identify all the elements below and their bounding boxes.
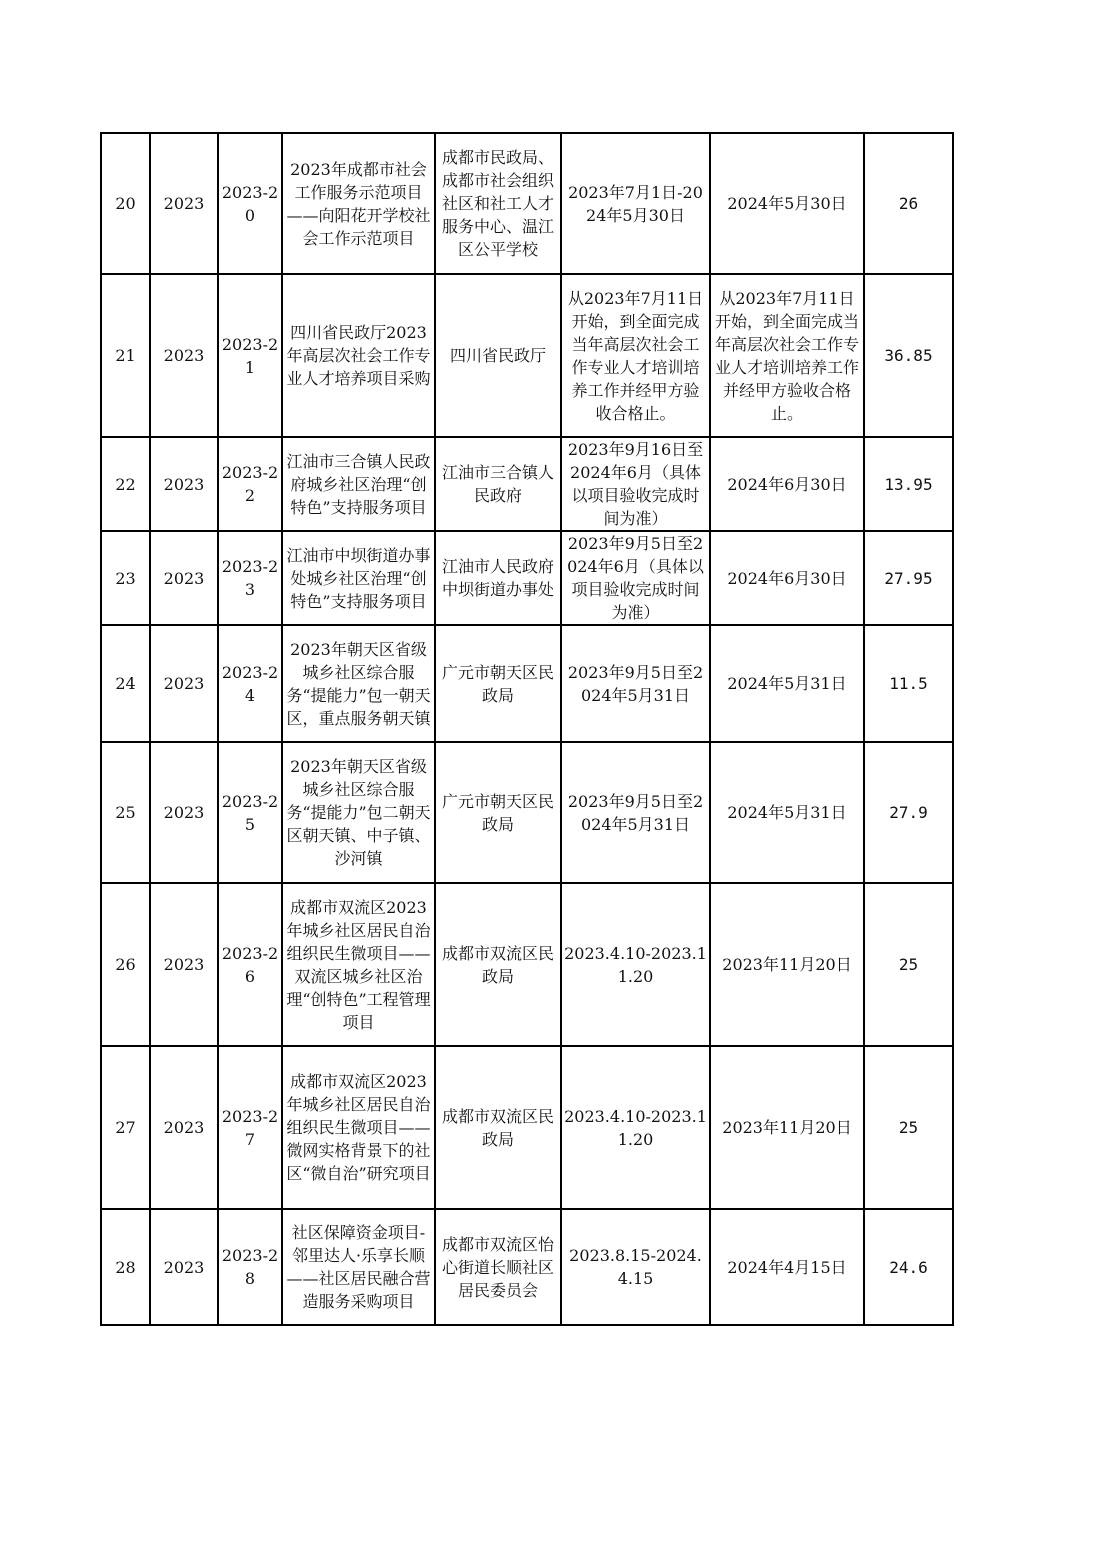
code-cell: 2023-21 xyxy=(218,274,282,437)
amount-cell: 27.95 xyxy=(864,531,953,625)
seq-cell: 28 xyxy=(101,1209,150,1325)
amount-cell: 24.6 xyxy=(864,1209,953,1325)
period-cell: 2023年9月16日至2024年6月（具体以项目验收完成时间为准） xyxy=(561,437,710,531)
client-cell: 江油市三合镇人民政府 xyxy=(435,437,561,531)
table-row xyxy=(101,133,953,274)
year-cell: 2023 xyxy=(150,883,218,1046)
code-cell: 2023-23 xyxy=(218,531,282,625)
end-date-cell: 2024年6月30日 xyxy=(710,531,864,625)
year-cell: 2023 xyxy=(150,625,218,742)
period-cell: 2023.8.15-2024.4.15 xyxy=(561,1209,710,1325)
seq-cell: 27 xyxy=(101,1046,150,1209)
table-row xyxy=(101,742,953,883)
period-cell: 2023年9月5日至2024年5月31日 xyxy=(561,742,710,883)
project-name-cell: 江油市三合镇人民政府城乡社区治理“创特色”支持服务项目 xyxy=(282,437,435,531)
end-date-cell: 2024年4月15日 xyxy=(710,1209,864,1325)
project-name-cell: 四川省民政厅2023年高层次社会工作专业人才培养项目采购 xyxy=(282,274,435,437)
amount-cell: 13.95 xyxy=(864,437,953,531)
code-cell: 2023-20 xyxy=(218,133,282,274)
amount-cell: 25 xyxy=(864,1046,953,1209)
seq-cell: 23 xyxy=(101,531,150,625)
end-date-cell: 2024年5月31日 xyxy=(710,625,864,742)
period-cell: 2023年9月5日至2024年6月（具体以项目验收完成时间为准） xyxy=(561,531,710,625)
seq-cell: 21 xyxy=(101,274,150,437)
amount-cell: 27.9 xyxy=(864,742,953,883)
code-cell: 2023-22 xyxy=(218,437,282,531)
code-cell: 2023-27 xyxy=(218,1046,282,1209)
end-date-cell: 2024年5月30日 xyxy=(710,133,864,274)
project-name-cell: 2023年朝天区省级城乡社区综合服务“提能力”包二朝天区朝天镇、中子镇、沙河镇 xyxy=(282,742,435,883)
seq-cell: 20 xyxy=(101,133,150,274)
period-cell: 2023年9月5日至2024年5月31日 xyxy=(561,625,710,742)
project-name-cell: 社区保障资金项目-邻里达人·乐享长顺——社区居民融合营造服务采购项目 xyxy=(282,1209,435,1325)
project-name-cell: 成都市双流区2023年城乡社区居民自治组织民生微项目——微网实格背景下的社区“微自治”研究项目 xyxy=(282,1046,435,1209)
end-date-cell: 从2023年7月11日开始，到全面完成当年高层次社会工作专业人才培训培养工作并经甲方验收合格止。 xyxy=(710,274,864,437)
year-cell: 2023 xyxy=(150,133,218,274)
amount-cell: 26 xyxy=(864,133,953,274)
seq-cell: 26 xyxy=(101,883,150,1046)
year-cell: 2023 xyxy=(150,531,218,625)
year-cell: 2023 xyxy=(150,742,218,883)
seq-cell: 22 xyxy=(101,437,150,531)
end-date-cell: 2024年6月30日 xyxy=(710,437,864,531)
project-name-cell: 2023年成都市社会工作服务示范项目——向阳花开学校社会工作示范项目 xyxy=(282,133,435,274)
table-row xyxy=(101,883,953,1046)
project-name-cell: 2023年朝天区省级城乡社区综合服务“提能力”包一朝天区，重点服务朝天镇 xyxy=(282,625,435,742)
client-cell: 成都市民政局、成都市社会组织社区和社工人才服务中心、温江区公平学校 xyxy=(435,133,561,274)
project-name-cell: 江油市中坝街道办事处城乡社区治理“创特色”支持服务项目 xyxy=(282,531,435,625)
table-row xyxy=(101,625,953,742)
period-cell: 2023.4.10-2023.11.20 xyxy=(561,1046,710,1209)
amount-cell: 11.5 xyxy=(864,625,953,742)
code-cell: 2023-24 xyxy=(218,625,282,742)
year-cell: 2023 xyxy=(150,437,218,531)
end-date-cell: 2024年5月31日 xyxy=(710,742,864,883)
code-cell: 2023-26 xyxy=(218,883,282,1046)
table-row xyxy=(101,1046,953,1209)
table-row xyxy=(101,274,953,437)
amount-cell: 36.85 xyxy=(864,274,953,437)
client-cell: 成都市双流区民政局 xyxy=(435,1046,561,1209)
end-date-cell: 2023年11月20日 xyxy=(710,883,864,1046)
year-cell: 2023 xyxy=(150,1046,218,1209)
amount-cell: 25 xyxy=(864,883,953,1046)
client-cell: 江油市人民政府中坝街道办事处 xyxy=(435,531,561,625)
period-cell: 2023.4.10-2023.11.20 xyxy=(561,883,710,1046)
table-row xyxy=(101,531,953,625)
period-cell: 从2023年7月11日开始，到全面完成当年高层次社会工作专业人才培训培养工作并经甲方验收合格止。 xyxy=(561,274,710,437)
year-cell: 2023 xyxy=(150,274,218,437)
year-cell: 2023 xyxy=(150,1209,218,1325)
table-row xyxy=(101,437,953,531)
client-cell: 广元市朝天区民政局 xyxy=(435,625,561,742)
project-table xyxy=(100,132,954,1326)
project-name-cell: 成都市双流区2023年城乡社区居民自治组织民生微项目——双流区城乡社区治理“创特色”工程管理项目 xyxy=(282,883,435,1046)
end-date-cell: 2023年11月20日 xyxy=(710,1046,864,1209)
period-cell: 2023年7月1日-2024年5月30日 xyxy=(561,133,710,274)
client-cell: 四川省民政厅 xyxy=(435,274,561,437)
code-cell: 2023-28 xyxy=(218,1209,282,1325)
table-row xyxy=(101,1209,953,1325)
client-cell: 成都市双流区民政局 xyxy=(435,883,561,1046)
client-cell: 广元市朝天区民政局 xyxy=(435,742,561,883)
code-cell: 2023-25 xyxy=(218,742,282,883)
client-cell: 成都市双流区怡心街道长顺社区居民委员会 xyxy=(435,1209,561,1325)
seq-cell: 24 xyxy=(101,625,150,742)
seq-cell: 25 xyxy=(101,742,150,883)
